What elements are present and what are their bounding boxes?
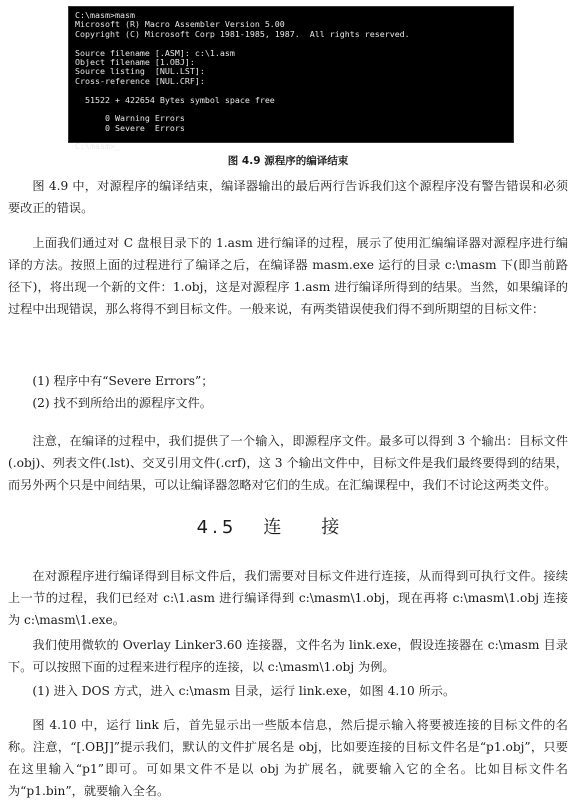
terminal-line: Source filename [.ASM]: c:\1.asm xyxy=(75,47,235,58)
terminal-line: Source listing [NUL.LST]: xyxy=(75,66,205,77)
terminal-line: C:\masm>masm xyxy=(75,10,135,20)
figure-caption: 图 4.9 源程序的编译结束 xyxy=(227,155,349,167)
paragraph: 图 4.9 中，对源程序的编译结束，编译器输出的最后两行告诉我们这个源程序没有警告错误和必须要改正的错误。 xyxy=(8,179,568,215)
section-number: 4.5 xyxy=(196,517,238,538)
paragraph-block-7 xyxy=(8,714,568,802)
paragraph-block-4 xyxy=(8,565,568,631)
list-item: (2) 找不到所给出的源程序文件。 xyxy=(32,396,212,410)
terminal-line: Microsoft (R) Macro Assembler Version 5.00 xyxy=(75,19,285,30)
paragraph-block-6 xyxy=(8,680,568,702)
terminal-line: Object filename [1.OBJ]: xyxy=(75,56,195,67)
list-item: (1) 进入 DOS 方式，进入 c:\masm 目录，运行 link.exe，如图 4.10 所示。 xyxy=(32,684,456,698)
error-list xyxy=(8,370,568,414)
paragraph: 我们使用微软的 Overlay Linker3.60 连接器，文件名为 link.exe，假设连接器在 c:\masm 目录下。可以按照下面的过程来进行程序的连接，以 c:\masm\1.obj 为例。 xyxy=(8,638,568,674)
terminal-line: 0 Warning Errors xyxy=(75,113,185,124)
terminal-line xyxy=(75,133,507,142)
paragraph: 注意，在编译的过程中，我们提供了一个输入，即源程序文件。最多可以得到 3 个输出：目标文件(.obj)、列表文件(.lst)、交叉引用文件(.crf)，这 3 个输出文件中，目标文件是我们最终要得到的结果，而另外两个只是中间结果，可以让编译器忽略对它们的生成。在汇编课程中，我们不讨论这两类文件。 xyxy=(8,434,568,492)
terminal-line: C:\masm>_ xyxy=(75,141,120,152)
terminal-screenshot xyxy=(68,6,514,152)
paragraph: 图 4.10 中，运行 link 后，首先显示出一些版本信息，然后提示输入将要被连接的目标文件的名称。注意，“[.OBJ]”提示我们，默认的文件扩展名是 obj，比如要连接的目标文件名是“p1.obj”，只要在这里输入“p1”即可。可如果文件不是以 obj 为扩展名，就要输入它的全名。比如目标文件名为“p1.bin”，就要输入全名。 xyxy=(8,718,568,798)
paragraph-block-3 xyxy=(8,430,568,496)
paragraph-block-5 xyxy=(8,634,568,678)
section-heading xyxy=(0,513,576,539)
terminal-line: Cross-reference [NUL.CRF]: xyxy=(75,75,205,86)
section-title: 连接 xyxy=(263,517,380,538)
terminal-line: 0 Severe Errors xyxy=(75,122,185,133)
paragraph-block-1 xyxy=(8,175,568,219)
paragraph-block-2 xyxy=(8,232,568,320)
list-item: (1) 程序中有“Severe Errors”； xyxy=(32,374,214,388)
terminal-line: Copyright (C) Microsoft Corp 1981-1985, 1987. All rights reserved. xyxy=(75,28,410,39)
paragraph: 在对源程序进行编译得到目标文件后，我们需要对目标文件进行连接，从而得到可执行文件。接续上一节的过程，我们已经对 c:\1.asm 进行编译得到 c:\masm\1.obj，现在再将 c:\masm\1.obj 连接为 c:\masm\1.exe。 xyxy=(8,569,568,627)
terminal-line: 51522 + 422654 Bytes symbol space free xyxy=(75,94,275,105)
paragraph: 上面我们通过对 C 盘根目录下的 1.asm 进行编译的过程，展示了使用汇编编译器对源程序进行编译的方法。按照上面的过程进行了编译之后，在编译器 masm.exe 运行的目录 c:\masm 下(即当前路径下)，将出现一个新的文件：1.obj，这是对源程序 1.asm 进行编译所得到的结果。当然，如果编译的过程中出现错误，那么将得不到目标文件。一般来说，有两类错误使我们得不到所期望的目标文件： xyxy=(8,236,568,316)
